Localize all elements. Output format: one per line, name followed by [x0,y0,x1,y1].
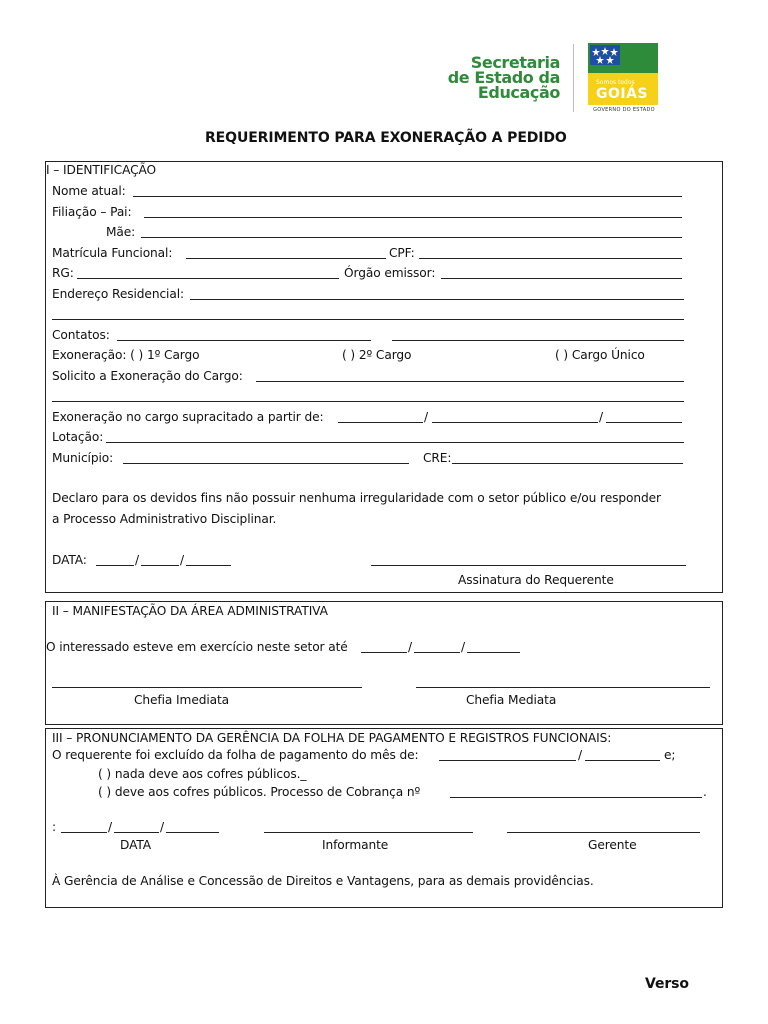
pai-field[interactable] [144,217,682,218]
data3-month[interactable] [114,832,159,833]
badge-goias-text: GOIÁS [596,86,649,102]
cpf-field[interactable] [419,258,682,259]
verso-label: Verso [645,976,689,992]
badge-small-text: Somos todos [596,79,635,86]
nome-field[interactable] [133,196,682,197]
cre-label: CRE: [423,451,452,465]
exercicio-label: O interessado esteve em exercício neste setor até [46,640,348,654]
orgao-emissor-field[interactable] [441,278,682,279]
deve-option[interactable]: ( ) deve aos cofres públicos. Processo de Cobrança nº [98,785,421,799]
nome-label: Nome atual: [52,184,126,198]
stars-icon [590,45,620,65]
assinatura-label: Assinatura do Requerente [458,573,614,587]
municipio-field[interactable] [123,463,409,464]
exercicio-year[interactable] [467,652,520,653]
section2-heading: II – MANIFESTAÇÃO DA ÁREA ADMINISTRATIVA [52,604,328,618]
data3-colon: : [52,820,57,834]
data3-slash-2: / [160,820,165,834]
assinatura-field[interactable] [371,565,686,566]
logo-divider [573,44,574,112]
date-slash-1: / [424,410,429,424]
data-month[interactable] [141,565,179,566]
solicito-field-2[interactable] [52,401,684,402]
contatos-field-1[interactable] [117,340,371,341]
logo-line-1: Secretaria [470,53,560,72]
excluido-year[interactable] [585,760,660,761]
badge-flag-icon [590,45,620,65]
declaracao-line-1: Declaro para os devidos fins não possuir nenhuma irregularidade com o setor público e/ou responder [52,491,661,505]
data3-label: DATA [120,838,151,852]
informante-label: Informante [322,838,389,852]
filiacao-pai-label: Filiação – Pai: [52,205,132,219]
matricula-field[interactable] [186,258,386,259]
chefia-imediata-label: Chefia Imediata [134,693,230,707]
processo-cobranca-field[interactable] [450,797,702,798]
exoneracao-2-cargo[interactable]: ( ) 2º Cargo [342,348,412,362]
exoneracao-1-cargo[interactable]: Exoneração: ( ) 1º Cargo [52,348,200,362]
data3-slash-1: / [108,820,113,834]
excluido-label: O requerente foi excluído da folha de pagamento do mês de: [52,748,419,762]
data3-year[interactable] [166,832,219,833]
excluido-slash: / [578,748,583,762]
excluido-month[interactable] [439,760,576,761]
data-year[interactable] [186,565,231,566]
governo-caption: GOVERNO DO ESTADO [593,107,655,113]
goias-badge-logo [588,43,658,105]
chefia-mediata-signature[interactable] [416,687,710,688]
section3-heading: III – PRONUNCIAMENTO DA GERÊNCIA DA FOLHA DE PAGAMENTO E REGISTROS FUNCIONAIS: [52,731,612,745]
section1-heading: I – IDENTIFICAÇÃO [46,163,157,177]
encaminhamento-text: À Gerência de Análise e Concessão de Direitos e Vantagens, para as demais providências. [52,874,594,888]
data-slash-1: / [135,553,140,567]
processo-ponto: . [703,785,707,799]
data-day[interactable] [96,565,134,566]
matricula-label: Matrícula Funcional: [52,246,173,260]
data3-day[interactable] [61,832,107,833]
solicito-label: Solicito a Exoneração do Cargo: [52,369,243,383]
gerente-label: Gerente [588,838,637,852]
endereco-field[interactable] [190,299,684,300]
mae-field[interactable] [141,237,682,238]
municipio-label: Município: [52,451,114,465]
chefia-imediata-signature[interactable] [52,687,362,688]
chefia-mediata-label: Chefia Mediata [466,693,557,707]
data-label: DATA: [52,553,87,567]
gerente-signature[interactable] [507,832,700,833]
cpf-label: CPF: [389,246,415,260]
excluido-e: e; [664,748,676,762]
logo-line-2: de Estado da [447,68,560,87]
date-slash-2: / [599,410,604,424]
exoneracao-cargo-unico[interactable]: ( ) Cargo Único [555,348,645,362]
lotacao-field[interactable] [106,442,684,443]
exercicio-slash-2: / [461,640,466,654]
informante-signature[interactable] [264,832,473,833]
mae-label: Mãe: [106,225,136,239]
lotacao-label: Lotação: [52,430,104,444]
secretaria-logo-text [440,55,560,100]
logo-line-3: Educação [477,83,560,102]
nada-deve-option[interactable]: ( ) nada deve aos cofres públicos._ [98,767,307,781]
endereco-label: Endereço Residencial: [52,287,184,301]
a-partir-year[interactable] [606,422,682,423]
rg-label: RG: [52,266,74,280]
data-slash-2: / [180,553,185,567]
exercicio-slash-1: / [408,640,413,654]
contatos-field-2[interactable] [392,340,684,341]
endereco-field-2[interactable] [52,319,684,320]
solicito-field[interactable] [256,381,684,382]
a-partir-label: Exoneração no cargo supracitado a partir de: [52,410,324,424]
contatos-label: Contatos: [52,328,110,342]
orgao-emissor-label: Órgão emissor: [344,266,436,280]
a-partir-day[interactable] [338,422,423,423]
declaracao-line-2: a Processo Administrativo Disciplinar. [52,512,277,526]
exercicio-month[interactable] [414,652,460,653]
a-partir-month[interactable] [432,422,598,423]
form-title: REQUERIMENTO PARA EXONERAÇÃO A PEDIDO [205,130,567,146]
exercicio-day[interactable] [361,652,407,653]
rg-field[interactable] [77,278,339,279]
cre-field[interactable] [452,463,683,464]
